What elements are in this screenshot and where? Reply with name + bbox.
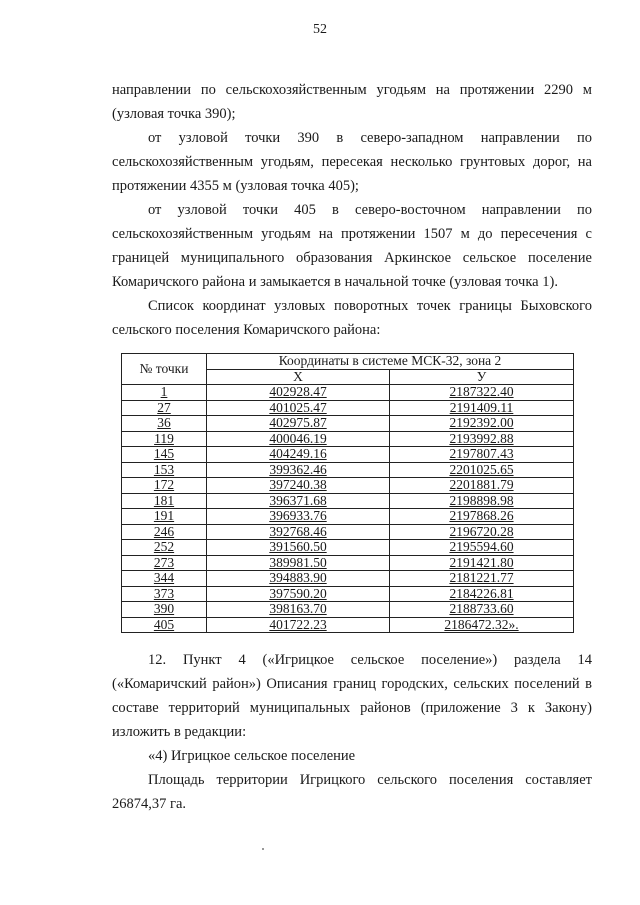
cell-x: 402928.47 [207, 385, 390, 401]
cell-point-number: 252 [122, 540, 207, 556]
scan-speck [262, 848, 264, 850]
cell-y: 2193992.88 [390, 431, 574, 447]
cell-x: 396371.68 [207, 493, 390, 509]
cell-y: 2197868.26 [390, 509, 574, 525]
header-coordinates: Координаты в системе МСК-32, зона 2 [207, 354, 574, 370]
coordinates-table-wrap [121, 353, 573, 633]
table-row [122, 493, 574, 509]
cell-y: 2191421.80 [390, 555, 574, 571]
cell-x: 401025.47 [207, 400, 390, 416]
cell-y: 2195594.60 [390, 540, 574, 556]
table-row [122, 617, 574, 633]
table-row [122, 602, 574, 618]
table-row [122, 447, 574, 463]
cell-point-number: 1 [122, 385, 207, 401]
cell-y: 2201881.79 [390, 478, 574, 494]
table-row [122, 524, 574, 540]
cell-point-number: 405 [122, 617, 207, 633]
cell-x: 400046.19 [207, 431, 390, 447]
header-y: У [390, 369, 574, 385]
cell-y: 2201025.65 [390, 462, 574, 478]
cell-point-number: 27 [122, 400, 207, 416]
cell-y: 2197807.43 [390, 447, 574, 463]
cell-x: 404249.16 [207, 447, 390, 463]
header-x: X [207, 369, 390, 385]
cell-y: 2186472.32». [390, 617, 574, 633]
paragraph-area: Площадь территории Игрицкого сельского поселения составляет 26874,37 га. [112, 772, 592, 812]
table-row [122, 571, 574, 587]
cell-point-number: 119 [122, 431, 207, 447]
cell-x: 389981.50 [207, 555, 390, 571]
coordinates-table [121, 353, 574, 633]
table-row [122, 431, 574, 447]
cell-x: 392768.46 [207, 524, 390, 540]
table-row [122, 385, 574, 401]
cell-x: 398163.70 [207, 602, 390, 618]
cell-x: 397590.20 [207, 586, 390, 602]
cell-point-number: 172 [122, 478, 207, 494]
table-row [122, 555, 574, 571]
table-row [122, 400, 574, 416]
cell-x: 402975.87 [207, 416, 390, 432]
cell-x: 394883.90 [207, 571, 390, 587]
cell-y: 2187322.40 [390, 385, 574, 401]
cell-point-number: 145 [122, 447, 207, 463]
cell-point-number: 344 [122, 571, 207, 587]
cell-point-number: 246 [122, 524, 207, 540]
table-row [122, 509, 574, 525]
text-block-top [112, 78, 592, 342]
cell-x: 401722.23 [207, 617, 390, 633]
cell-x: 399362.46 [207, 462, 390, 478]
table-row [122, 540, 574, 556]
table-body [122, 385, 574, 633]
table-row [122, 586, 574, 602]
cell-y: 2184226.81 [390, 586, 574, 602]
cell-point-number: 273 [122, 555, 207, 571]
cell-y: 2198898.98 [390, 493, 574, 509]
paragraph-node-405: от узловой точки 405 в северо-восточном направлении по сельскохозяйственным угодьям на протяжении 1507 м до пересечения с границей муниципального образования Аркинское сельское поселение Комаричского района и замыкается в начальной точке (узловая точка 1). [112, 202, 592, 290]
cell-point-number: 191 [122, 509, 207, 525]
cell-y: 2181221.77 [390, 571, 574, 587]
cell-point-number: 153 [122, 462, 207, 478]
cell-x: 396933.76 [207, 509, 390, 525]
paragraph-continuation: направлении по сельскохозяйственным угодьям на протяжении 2290 м (узловая точка 390); [112, 82, 592, 122]
cell-point-number: 36 [122, 416, 207, 432]
paragraph-coordinates-intro: Список координат узловых поворотных точек границы Быховского сельского поселения Комаричского района: [112, 298, 592, 338]
table-row [122, 478, 574, 494]
cell-point-number: 373 [122, 586, 207, 602]
paragraph-settlement-heading: «4) Игрицкое сельское поселение [148, 748, 356, 764]
text-block-bottom [112, 648, 592, 816]
cell-y: 2191409.11 [390, 400, 574, 416]
cell-x: 397240.38 [207, 478, 390, 494]
cell-point-number: 181 [122, 493, 207, 509]
paragraph-node-390: от узловой точки 390 в северо-западном направлении по сельскохозяйственным угодьям, пересекая несколько грунтовых дорог, на протяжении 4355 м (узловая точка 405); [112, 130, 592, 194]
table-row [122, 462, 574, 478]
cell-y: 2192392.00 [390, 416, 574, 432]
page-number: 52 [313, 22, 327, 37]
cell-x: 391560.50 [207, 540, 390, 556]
paragraph-item-12: 12. Пункт 4 («Игрицкое сельское поселение») раздела 14 («Комаричский район») Описания границ городских, сельских поселений в составе территорий муниципальных районов (приложение 3 к Закону) изложить в редакции: [112, 652, 592, 740]
cell-y: 2188733.60 [390, 602, 574, 618]
header-point-number: № точки [122, 354, 207, 385]
cell-point-number: 390 [122, 602, 207, 618]
cell-y: 2196720.28 [390, 524, 574, 540]
table-row [122, 416, 574, 432]
